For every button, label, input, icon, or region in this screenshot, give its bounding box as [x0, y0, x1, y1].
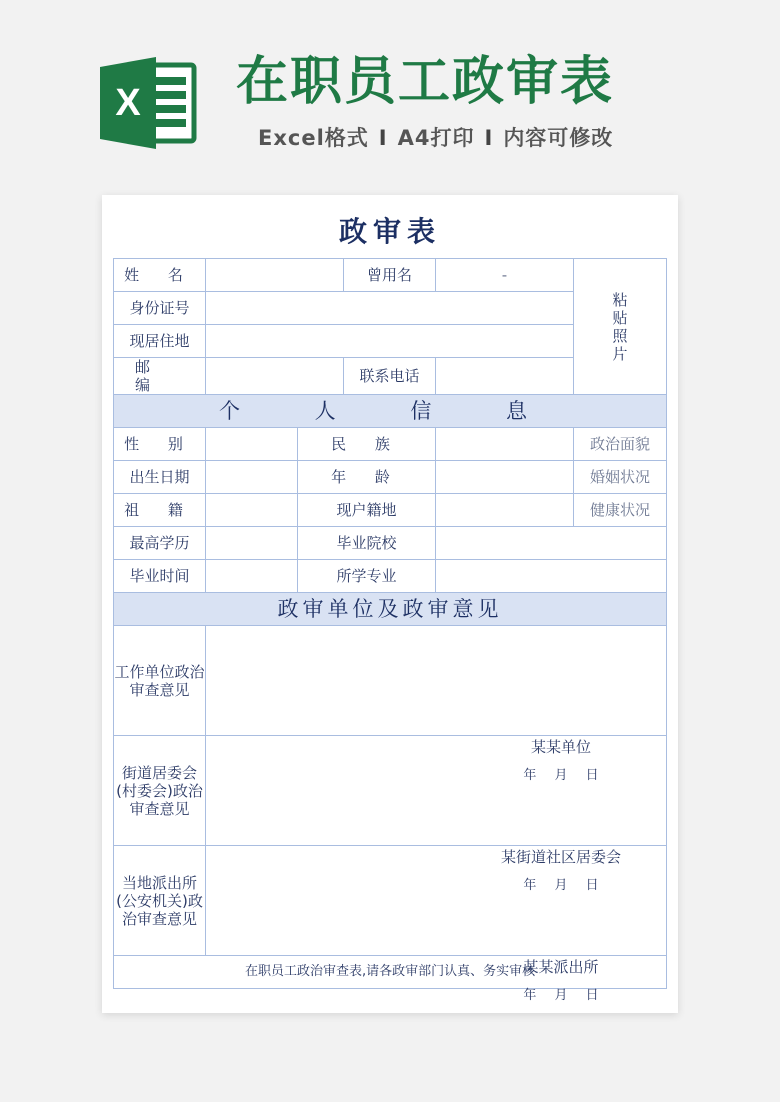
native-place-field[interactable] — [206, 494, 298, 527]
major-field[interactable] — [436, 560, 667, 593]
table-row — [114, 527, 667, 560]
school-field[interactable] — [436, 527, 667, 560]
review-date: 年 月 日 — [523, 987, 599, 1003]
grad-time-label: 毕业时间 — [114, 560, 206, 593]
review-date: 年 月 日 — [523, 877, 599, 893]
phone-label: 联系电话 — [344, 358, 436, 395]
banner — [0, 0, 780, 195]
name-field[interactable] — [206, 259, 344, 292]
section-header-personal — [114, 395, 667, 428]
review-row-police — [114, 846, 667, 956]
separator: I — [484, 126, 494, 150]
review-row-employer — [114, 626, 667, 736]
section-title: 个 人 信 息 — [114, 395, 667, 428]
review-unit: 某街道社区居委会 — [501, 847, 622, 866]
education-label: 最高学历 — [114, 527, 206, 560]
review-unit: 某某单位 — [531, 737, 592, 756]
review-opinion-field[interactable] — [206, 626, 667, 783]
birth-date-field[interactable] — [206, 461, 298, 494]
separator: I — [378, 126, 388, 150]
id-number-label: 身份证号 — [114, 292, 206, 325]
major-label: 所学专业 — [298, 560, 436, 593]
subtitle-editable: 内容可修改 — [503, 126, 614, 150]
age-label: 年 龄 — [298, 461, 436, 494]
review-label: 街道居委会(村委会)政治审查意见 — [114, 736, 206, 846]
form-title: 政审表 — [338, 215, 441, 248]
health-label: 健康状况 — [574, 494, 667, 527]
review-form-table — [113, 258, 667, 1003]
education-field[interactable] — [206, 527, 298, 560]
name-label: 姓 名 — [114, 259, 206, 292]
phone-field[interactable] — [436, 358, 574, 395]
address-field[interactable] — [206, 325, 574, 358]
review-date: 年 月 日 — [523, 767, 599, 783]
subtitle-format: Excel格式 — [258, 126, 369, 150]
former-name-label: 曾用名 — [344, 259, 436, 292]
svg-text:X: X — [115, 82, 141, 124]
subtitle-print: A4打印 — [397, 126, 475, 150]
review-label: 当地派出所(公安机关)政治审查意见 — [114, 846, 206, 956]
section-title: 政审单位及政审意见 — [114, 593, 667, 626]
table-row — [114, 461, 667, 494]
table-row — [114, 259, 667, 292]
excel-icon — [100, 57, 200, 149]
footer-note: 在职员工政治审查表,请各政审部门认真、务实审核 — [114, 956, 667, 989]
native-place-label: 祖 籍 — [114, 494, 206, 527]
former-name-field[interactable]: - — [436, 259, 574, 292]
review-opinion-field[interactable] — [206, 736, 667, 893]
review-row-community — [114, 736, 667, 846]
postcode-label: 邮 编 — [114, 358, 206, 395]
address-label: 现居住地 — [114, 325, 206, 358]
household-label: 现户籍地 — [298, 494, 436, 527]
photo-box[interactable]: 粘 贴 照 片 — [574, 259, 667, 395]
school-label: 毕业院校 — [298, 527, 436, 560]
table-row — [114, 560, 667, 593]
postcode-field[interactable] — [206, 358, 344, 395]
review-unit: 某某派出所 — [523, 957, 599, 976]
page-title: 在职员工政审表 — [236, 52, 615, 112]
political-status-label: 政治面貌 — [574, 428, 667, 461]
gender-field[interactable] — [206, 428, 298, 461]
review-label: 工作单位政治审查意见 — [114, 626, 206, 736]
grad-time-field[interactable] — [206, 560, 298, 593]
section-header-review — [114, 593, 667, 626]
id-number-field[interactable] — [206, 292, 574, 325]
ethnicity-field[interactable] — [436, 428, 574, 461]
birth-date-label: 出生日期 — [114, 461, 206, 494]
subtitle — [258, 122, 613, 154]
household-field[interactable] — [436, 494, 574, 527]
ethnicity-label: 民 族 — [298, 428, 436, 461]
gender-label: 性 别 — [114, 428, 206, 461]
table-row — [114, 494, 667, 527]
age-field[interactable] — [436, 461, 574, 494]
table-row — [114, 428, 667, 461]
marital-status-label: 婚姻状况 — [574, 461, 667, 494]
